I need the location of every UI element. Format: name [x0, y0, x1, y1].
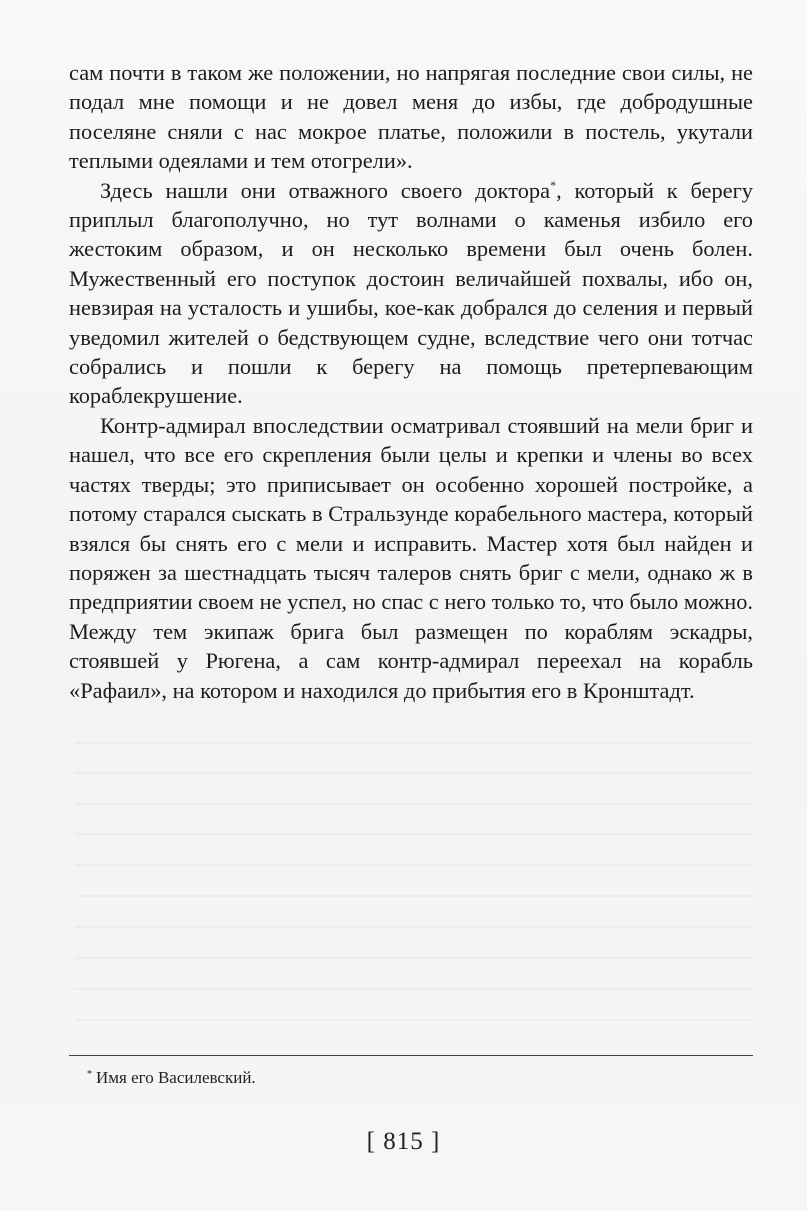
- paragraph-continuation: сам почти в таком же положении, но напрягая последние свои силы, не подал мне помощи и не довел меня до избы, где добродушные поселяне сняли с нас мокрое платье, положили в постель, укутали теплыми одеялами и тем отогрели».: [69, 60, 753, 174]
- footnote-divider: [69, 1055, 753, 1056]
- bleed-through-line: [75, 957, 752, 959]
- paragraph-doctor-rest: , который к берегу приплыл благополучно, но тут волнами о каменья избило его жестоким образом, и он несколько времени был очень болен. Мужественный его поступок достоин величайшей похвалы, ибо он, невзирая на усталость и ушибы, кое-как добрался до селения и первый уведомил жителей о бедствующем судне, вследствие чего они тотчас собрались и пошли к берегу на помощь претерпевающим кораблекрушение.: [69, 177, 753, 409]
- body-text: [69, 58, 753, 705]
- bleed-through-line: [75, 895, 752, 897]
- bleed-through-line: [75, 803, 752, 805]
- paragraph-doctor: [69, 176, 753, 411]
- bleed-through-line: [75, 926, 752, 928]
- page-number: [ 815 ]: [366, 1128, 441, 1155]
- paragraph-rear-admiral: Контр-адмирал впоследствии осматривал стоявший на мели бриг и нашел, что все его скрепления были целы и крепки и члены во всех частях тверды; это приписывает он особенно хорошей постройке, а потому старался сыскать в Стральзунде корабельного мастера, который взялся бы снять его с мели и исправить. Мастер хотя был найден и поряжен за шестнадцать тысяч талеров снять бриг с мели, однако ж в предприятии своем не успел, но спас с него только то, что было можно. Между тем экипаж брига был размещен по кораблям эскадры, стоявшей у Рюгена, а сам контр-адмирал переехал на корабль «Рафаил», на котором и находился до прибытия его в Кронштадт.: [69, 412, 753, 703]
- bleed-through-line: [75, 988, 752, 990]
- bleed-through-line: [75, 864, 752, 866]
- bleed-through-line: [75, 1019, 752, 1021]
- footnote: [87, 1067, 256, 1089]
- footnote-mark: *: [87, 1069, 92, 1080]
- bleed-through-line: [75, 742, 752, 744]
- paragraph-doctor-start: Здесь нашли они отважного своего доктора: [100, 177, 551, 203]
- footnote-text: Имя его Василевский.: [96, 1068, 256, 1087]
- bleed-through-line: [75, 833, 752, 835]
- bleed-through-line: [75, 772, 752, 774]
- footnote-reference: *: [550, 177, 557, 192]
